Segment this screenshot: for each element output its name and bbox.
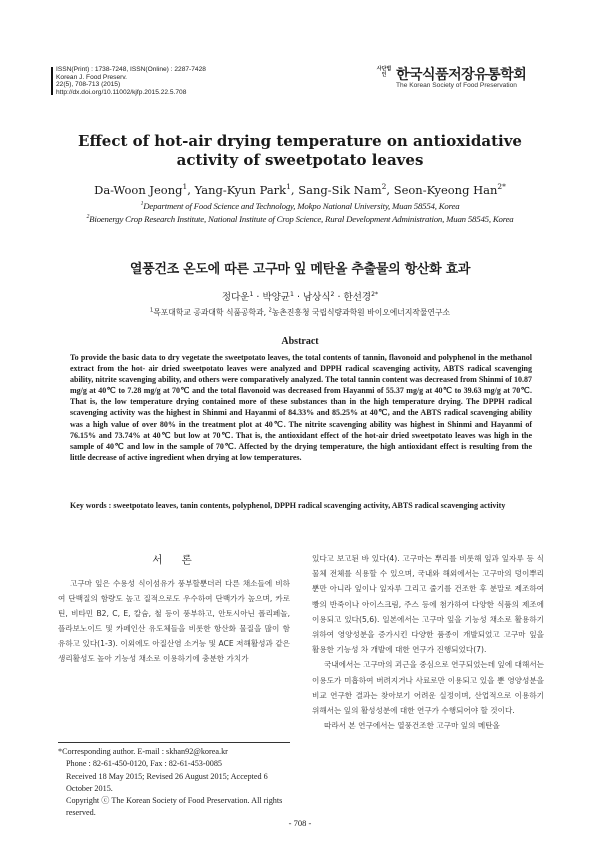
copyright: Copyright ⓒ The Korean Society of Food Preservation. All rights reserved. <box>66 796 283 818</box>
author-name: Yang-Kyun Park <box>194 183 287 197</box>
society-name-kr: 한국식품저장유통학회 <box>396 67 527 83</box>
intro-paragraph: 따라서 본 연구에서는 열풍건조한 고구마 잎의 메탄올 <box>324 721 500 731</box>
author-name: Da-Woon Jeong <box>94 183 183 197</box>
intro-column-right <box>312 551 544 733</box>
author-name-kr: 정다운 <box>221 292 250 303</box>
author-name: Sang-Sik Nam <box>298 183 382 197</box>
authors-kr: 정다운$^1$ · 박양균$^1$ · 남상식$^2$ · 한선경$^{2*}$ <box>221 290 379 303</box>
author-affil-mark: 2 <box>381 182 387 192</box>
society-name-en: The Korean Society of Food Preservation <box>396 82 517 89</box>
keywords <box>70 500 532 511</box>
paper-title-kr: 열풍건조 온도에 따른 고구마 잎 메탄올 추출물의 항산화 효과 <box>129 262 471 277</box>
separator: · <box>256 292 260 303</box>
keywords-label: Key words : <box>70 501 112 510</box>
author-affil-mark: 1 <box>286 182 291 192</box>
society-seal-icon: 사단법인 <box>376 66 392 78</box>
intro-column-left <box>58 576 290 666</box>
author-name-kr: 한선경 <box>343 292 372 303</box>
keywords-text: sweetpotato leaves, tanin contents, polyphenol, DPPH radical scavenging activity, ABTS radical scavenging activity <box>113 501 506 510</box>
affiliation-2: $^2$Bioenergy Crop Research Institute, National Institute of Crop Science, Rural Development Administration, Muan 58545, Korea <box>86 214 514 224</box>
journal-header-meta <box>56 66 206 96</box>
author-name-kr: 남상식 <box>303 292 331 303</box>
author-affil-mark: 2* <box>497 182 506 192</box>
received-dates: Received 18 May 2015; Revised 26 August 2015; Accepted 6 October 2015. <box>66 771 268 793</box>
author-name-kr: 박양균 <box>262 292 290 303</box>
abstract-text: To provide the basic data to dry vegetate the sweetpotato leaves, the total contents of tannin, flavonoid and polyphenol in the methanol extract from the hot- air dried sweetpotato leaves were analyzed and DPPH radical scavenging activity, ABTS radical scavenging ability, nitrite scavenging ability, and others were comparatively analyzed. The total tannin content was decreased from Shinmi of 10.87 mg/g at 40℃ to 7.28 mg/g at 70℃ and the total flavonoid was decreased from Hayanmi of 55.37 mg/g at 40℃ to 39.63 mg/g at 70℃. That is, the low temperature drying contained more of these substances than in the high temperature drying. The DPPH radical scavenging activity was the highest in Shinmi and Hayanmi of 84.33% and 85.25% at 40℃, and the ABTS radical scavenging ability was a high value of over 80% in the treatment plot at 40℃. The nitrite scavenging ability was highest in Shinmi and Hayanmi of 76.15% and 73.74% at 40℃ but low at 70℃. That is, the antioxidant effect of the hot-air dried sweetpotato leaves was high in the sample of 40℃ and low in the sample of 70℃. Affected by the drying temperature, the high antioxidant effect is resulting from the little decrease of active ingredient when drying at low temperatures. <box>70 353 532 462</box>
paper-title-en: Effect of hot-air drying temperature on antioxidative activity of sweetpotato leaves <box>78 132 522 169</box>
corresponding-author: *Corresponding author. E-mail : skhan92@korea.kr <box>58 747 228 756</box>
abstract-heading: Abstract <box>281 336 319 347</box>
affiliations-kr: $^1$목포대학교 공과대학 식품공학과, $^2$농촌진흥청 국립식량과학원 바이오에너지작물연구소 <box>149 307 451 317</box>
issn-line: ISSN(Print) : 1738-7248, ISSN(Online) : 2287-7428 <box>56 66 206 73</box>
journal-name: Korean J. Food Preserv. <box>56 73 127 81</box>
society-logo <box>376 64 546 94</box>
footnote <box>58 746 290 820</box>
page-number: - 708 - <box>288 818 312 828</box>
affiliation-1: $^1$Department of Food Science and Technology, Mokpo National University, Muan 58554, Korea <box>140 201 460 211</box>
intro-paragraph: 있다고 보고된 바 있다(4). 고구마는 뿌리를 비롯해 잎과 잎자루 등 식물체 전체를 식용할 수 있으며, 국내와 해외에서는 고구마의 덩이뿌리뿐만 아니라 잎이나 잎자루 그리고 줄기를 건조한 후 분말로 제조하여 빵의 반죽이나 아이스크림, 주스 등에 첨가하여 다양한 식품의 제조에 이용되고 있다(5,6). 일본에서는 고구마 잎을 기능성 채소로 활용하기 위하여 영양성분을 증가시킨 다양한 품종이 개발되었고 고구마 잎을 활용한 기능성 차 개발에 대한 연구가 진행되었다(7). <box>312 554 544 655</box>
authors-en: Da-Woon Jeong$^1$, Yang-Kyun Park$^1$, Sang-Sik Nam$^2$, Seon-Kyeong Han$^{2*}$ <box>94 182 506 197</box>
separator: · <box>296 292 300 303</box>
separator: · <box>337 292 341 303</box>
volume-line: 22(5), 708-713 (2015) <box>56 81 121 89</box>
intro-paragraph: 고구마 잎은 수용성 식이섬유가 풍부할뿐더러 다른 채소들에 비하여 단백질의 함량도 높고 질적으로도 우수하여 단백가가 높으며, 카로틴, 비타민 B2, C, E, 칼슘, 철 등이 풍부하고, 안토시아닌 폴리페놀, 플라보노이드 및 카페인산 유도체들을 비롯한 항산화 물질을 많이 함유하고 있다(1-3). 이외에도 아질산염 소거능 및 ACE 저해활성과 같은 생리활성도 높아 기능성 채소로 이용하기에 충분한 가치가 <box>58 579 290 663</box>
author-affil-mark: 1 <box>182 182 188 192</box>
section-title-introduction: 서 론 <box>152 554 200 566</box>
contact-phone: Phone : 82-61-450-0120, Fax : 82-61-453-0085 <box>66 759 223 769</box>
intro-paragraph: 국내에서는 고구마의 괴근을 중심으로 연구되었는데 잎에 대해서는 이용도가 미흡하여 버려지거나 사료로만 이용되고 있을 뿐 영양성분을 비교 연구한 결과는 찾아보기 어려운 실정이며, 산업적으로 이용하기 위해서는 잎의 활성성분에 대한 연구가 수행되어야 할 것이다. <box>312 660 544 716</box>
doi-link[interactable]: http://dx.doi.org/10.11002/kjfp.2015.22.5.708 <box>56 88 187 96</box>
affiliations-en <box>40 200 560 226</box>
author-name: Seon-Kyeong Han <box>393 183 498 197</box>
footnote-divider <box>58 742 290 743</box>
header-accent-bar <box>51 67 53 95</box>
